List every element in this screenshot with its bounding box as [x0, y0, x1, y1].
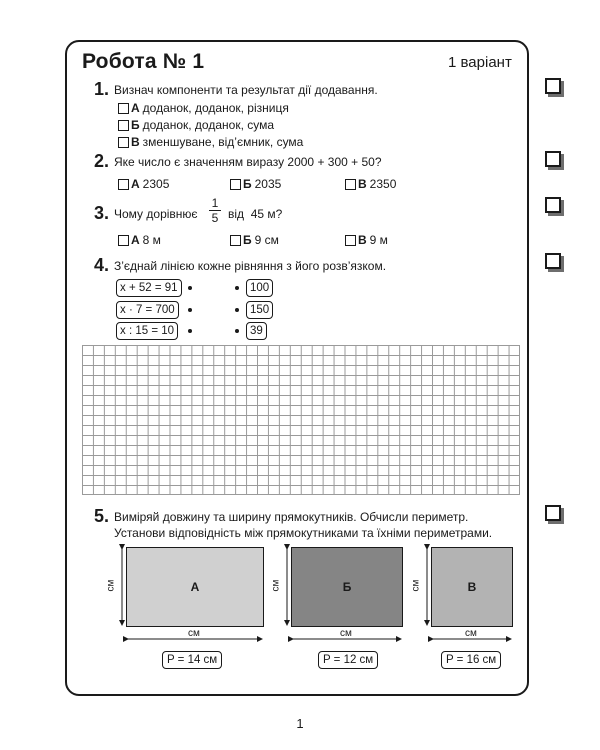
equation-1: x + 52 = 91	[116, 279, 182, 297]
unit-label-height-c: см	[410, 579, 422, 592]
question-1-number: 1.	[94, 79, 110, 99]
perimeter-b: P = 12 см	[318, 651, 378, 669]
q3-option-b[interactable]: Б 9 см	[230, 233, 279, 247]
unit-label-width-c: см	[465, 628, 477, 639]
q3-option-c[interactable]: В 9 м	[345, 233, 388, 247]
perimeter-c: P = 16 см	[441, 651, 501, 669]
unit-label-height-b: см	[270, 579, 282, 592]
q2-option-a[interactable]: А 2305	[118, 177, 169, 191]
unit-label-width-b: см	[340, 628, 352, 639]
question-2-text: Яке число є значенням виразу 2000 + 300 + 50?	[114, 155, 382, 169]
equation-3: x : 15 = 10	[116, 322, 178, 340]
unit-label-width-a: см	[188, 628, 200, 639]
fraction-numerator: 1	[211, 196, 219, 210]
question-3-number: 3.	[94, 203, 110, 223]
question-5-text-line1: Виміряй довжину та ширину прямокутників. Обчисли периметр.	[114, 510, 469, 524]
question-5-number: 5.	[94, 506, 110, 526]
answer-1: 100	[246, 279, 273, 297]
question-1-text: Визнач компоненти та результат дії додавання.	[114, 83, 378, 97]
variant-label: 1 варіант	[448, 54, 512, 71]
q1-option-b[interactable]: Б доданок, доданок, сума	[118, 118, 274, 132]
page-title: Робота № 1	[82, 50, 205, 73]
equation-2: x · 7 = 700	[116, 301, 179, 319]
answer-2: 150	[246, 301, 273, 319]
question-2-number: 2.	[94, 151, 110, 171]
question-4-number: 4.	[94, 255, 110, 275]
rectangle-b-label: Б	[342, 580, 352, 594]
q2-option-c[interactable]: В 2350	[345, 177, 396, 191]
rectangle-c-label: В	[467, 580, 477, 594]
question-3-text-end: від 45 м?	[228, 207, 283, 221]
question-3-text: Чому дорівнює	[114, 207, 198, 221]
rectangle-a-label: А	[190, 580, 200, 594]
fraction-denominator: 5	[209, 210, 221, 225]
page-number: 1	[296, 716, 304, 731]
unit-label-height-a: см	[105, 579, 117, 592]
q1-option-c[interactable]: В зменшуване, від’ємник, сума	[118, 135, 303, 149]
perimeter-a: P = 14 см	[162, 651, 222, 669]
answer-3: 39	[246, 322, 267, 340]
q2-option-b[interactable]: Б 2035	[230, 177, 281, 191]
question-5-text-line2: Установи відповідність між прямокутниками та їхніми периметрами.	[114, 526, 493, 540]
question-4-text: З’єднай лінією кожне рівняння з його розв’язком.	[114, 259, 387, 273]
q3-option-a[interactable]: А 8 м	[118, 233, 161, 247]
q1-option-a[interactable]: А доданок, доданок, різниця	[118, 101, 289, 115]
